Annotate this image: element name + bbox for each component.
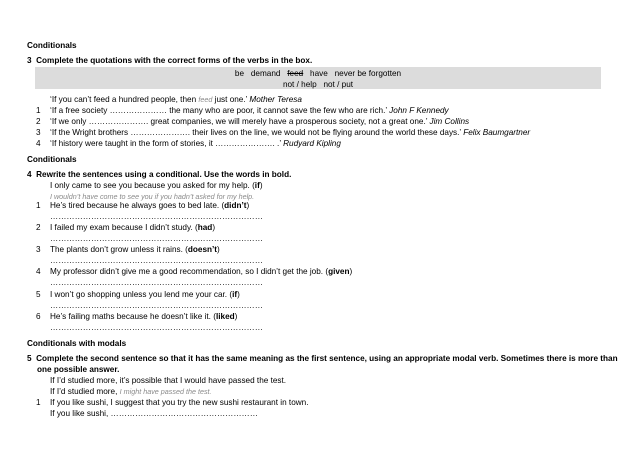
item-text: I won’t go shopping unless you lend me your car. ( <box>50 290 233 299</box>
task-number: 4 <box>27 170 32 179</box>
answer-line[interactable]: …………………………………………………………………… <box>50 256 263 265</box>
quote-item <box>36 138 341 149</box>
rewrite-item <box>36 289 240 300</box>
item-number: 2 <box>36 223 41 232</box>
word-never-be-forgotten: never be forgotten <box>334 69 402 78</box>
quote-author: John F Kennedy <box>389 106 449 115</box>
item-keyword: given <box>328 267 350 276</box>
example-answer: I wouldn’t have come to see you if you hadn’t asked for my help. <box>50 192 255 201</box>
example-text: ‘If you can’t feed a hundred people, then <box>50 95 199 104</box>
item-text: He’s tired because he always goes to bed late. ( <box>50 201 225 210</box>
modal-item-answer-line[interactable]: If you like sushi, ……………………………………………… <box>50 409 258 418</box>
example-quote <box>50 94 302 105</box>
quote-item <box>36 105 449 116</box>
item-number: 1 <box>36 106 41 115</box>
answer-line[interactable]: …………………………………………………………………… <box>50 323 263 332</box>
word-box-row-1 <box>35 68 601 79</box>
word-demand: demand <box>250 69 281 78</box>
section-heading-conditionals-2: Conditionals <box>27 155 77 164</box>
word-be: be <box>234 69 245 78</box>
quote-text: ‘If the Wright brothers …………………. their lives on the line, we would not be flying around the world these days.’ <box>50 128 464 137</box>
example-sentence: If I’d studied more, it’s possible that I would have passed the test. <box>50 376 287 385</box>
item-text-end: ) <box>246 201 250 210</box>
item-number: 3 <box>36 128 41 137</box>
item-number: 3 <box>36 245 41 254</box>
item-text: I failed my exam because I didn’t study. ( <box>50 223 198 232</box>
quote-text: ‘If we only …………………. great companies, we will merely have a prosperous society, not a great one.’ <box>50 117 430 126</box>
prompt-text-end: ) <box>259 181 263 190</box>
item-text-end: ) <box>349 267 353 276</box>
item-text-end: ) <box>212 223 216 232</box>
task-number: 3 <box>27 56 32 65</box>
example-prompt <box>50 180 263 191</box>
item-text-end: ) <box>234 312 238 321</box>
instruction-text: Complete the second sentence so that it has the same meaning as the first sentence, using an appropriate modal verb. Sometimes there is more than <box>36 354 618 363</box>
section-heading-conditionals-with-modals: Conditionals with modals <box>27 339 127 348</box>
rewrite-item <box>36 266 352 277</box>
item-number: 4 <box>36 139 41 148</box>
example-author: Mother Teresa <box>249 95 302 104</box>
task-4-instruction <box>27 169 291 180</box>
task-5-instruction-line-2: one possible answer. <box>37 365 120 374</box>
quote-author: Rudyard Kipling <box>283 139 341 148</box>
item-keyword: had <box>197 223 213 232</box>
item-text: My professor didn’t give me a good recommendation, so I didn’t get the job. ( <box>50 267 329 276</box>
item-number: 5 <box>36 290 41 299</box>
quote-author: Jim Collins <box>429 117 470 126</box>
item-number: 2 <box>36 117 41 126</box>
answer-line[interactable]: …………………………………………………………………… <box>50 301 263 310</box>
answer-line[interactable]: …………………………………………………………………… <box>50 212 263 221</box>
item-number: 6 <box>36 312 41 321</box>
modal-item <box>36 397 309 408</box>
rewrite-item <box>36 200 249 211</box>
example-text-end: just one.’ <box>212 95 250 104</box>
item-keyword: liked <box>215 312 235 321</box>
item-text: If you like sushi, I suggest that you try the new sushi restaurant in town. <box>50 398 309 407</box>
word-box-row-2: not / help not / put <box>282 80 354 89</box>
quote-text: ‘If history were taught in the form of stories, it …………………. .’ <box>50 139 284 148</box>
quote-text: ‘If a free society ………………… the many who are poor, it cannot save the few who are rich.’ <box>50 106 390 115</box>
example-rewrite-answer: I might have passed the test. <box>119 387 212 396</box>
item-text-end: ) <box>217 245 220 254</box>
item-keyword: didn’t <box>224 201 247 210</box>
item-keyword: doesn’t <box>187 245 218 254</box>
example-rewrite-start: If I’d studied more, <box>50 387 120 396</box>
quote-item <box>36 127 530 138</box>
task-number: 5 <box>27 354 32 363</box>
word-box <box>35 67 601 89</box>
instruction-text: Rewrite the sentences using a conditional. Use the words in bold. <box>36 170 292 179</box>
item-text-end: ) <box>237 290 240 299</box>
rewrite-item <box>36 222 215 233</box>
word-have: have <box>310 69 328 78</box>
prompt-text: I only came to see you because you asked for my help. ( <box>50 181 255 190</box>
answer-line[interactable]: …………………………………………………………………… <box>50 278 263 287</box>
prompt-keyword: if <box>254 181 260 190</box>
example-answer: feed <box>198 95 213 104</box>
section-heading-conditionals-1: Conditionals <box>27 41 77 50</box>
task-5-instruction-line-1 <box>27 353 618 364</box>
task-3-instruction <box>27 55 312 66</box>
answer-line[interactable]: …………………………………………………………………… <box>50 234 263 243</box>
rewrite-item <box>36 311 237 322</box>
item-number: 1 <box>36 201 41 210</box>
rewrite-item <box>36 244 220 255</box>
instruction-text: Complete the quotations with the correct forms of the verbs in the box. <box>36 56 313 65</box>
item-text: The plants don’t grow unless it rains. ( <box>50 245 188 254</box>
quote-item <box>36 116 469 127</box>
item-keyword: if <box>232 290 238 299</box>
item-number: 1 <box>36 398 41 407</box>
example-rewrite <box>50 386 212 397</box>
item-number: 4 <box>36 267 41 276</box>
quote-author: Felix Baumgartner <box>463 128 531 137</box>
word-feed-struck: feed <box>287 69 304 78</box>
item-text: He’s failing maths because he doesn’t like it. ( <box>50 312 216 321</box>
